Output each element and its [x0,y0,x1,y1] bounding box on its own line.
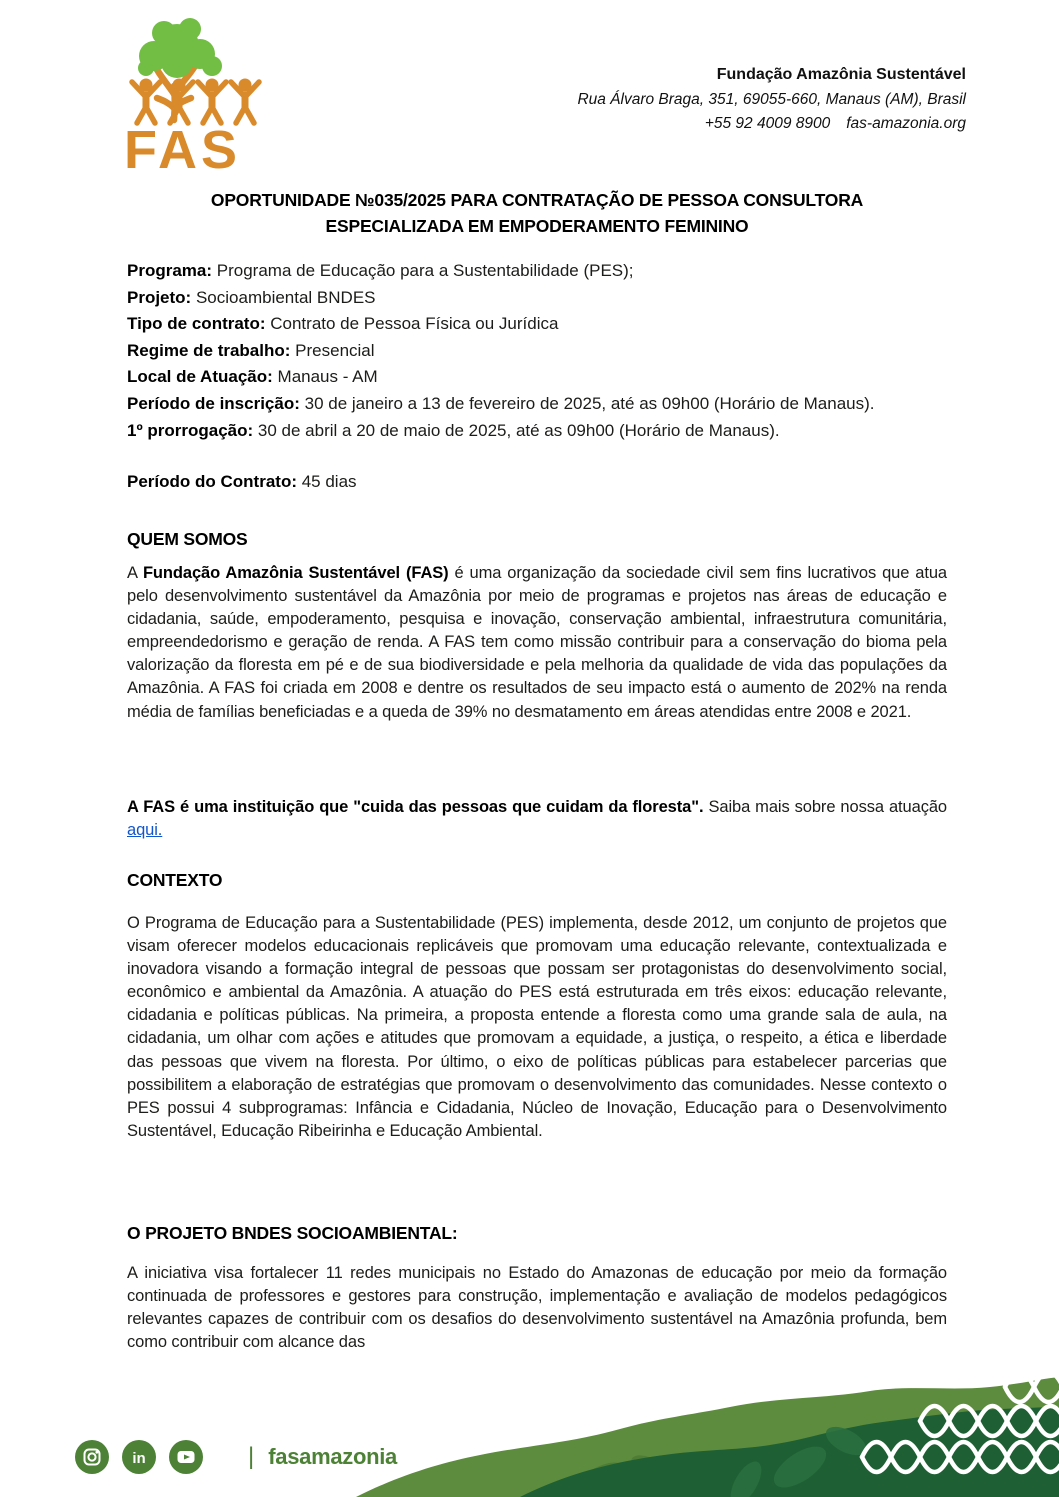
org-website: fas-amazonia.org [846,115,966,132]
youtube-icon[interactable] [169,1440,203,1474]
section-heading-contexto: CONTEXTO [127,870,223,890]
quem-somos-org-bold: Fundação Amazônia Sustentável (FAS) [142,564,449,582]
detail-value: Socioambiental BNDES [195,287,376,307]
detail-row-projeto [127,285,947,312]
paragraph-contexto: O Programa de Educação para a Sustentabilidade (PES) implementa, desde 2012, um conjunto de projetos que visam oferecer modelos educacionais replicáveis que promovam uma educação relevante, contextualizada e inovadora visando a formação integral de pessoas que possam ser protagonistas do desenvolvimento social, econômico e ambiental da Amazônia. A atuação do PES está estruturada em três eixos: educação relevante, cidadania e políticas públicas. Na primeira, a proposta entende a floresta como uma grande sala de aula, na cidadania, um olhar com ações e atitudes que promovam a equidade, a justiça, o respeito, a ética e liberdade das pessoas que vivem na floresta. Por último, o eixo de políticas públicas para estabelecer parcerias que possibilitem a elaboração de estratégias que promovam o desenvolvimento das comunidades. Nesse contexto o PES possui 4 subprogramas: Infância e Cidadania, Núcleo de Inovação, Educação para o Desenvolvimento Sustentável, Educação Ribeirinha e Educação Ambiental. [127,914,947,1140]
detail-row-regime [127,338,947,365]
detail-label: Projeto: [127,287,192,307]
contract-period-label: Período do Contrato: [127,472,297,491]
title-line-1: OPORTUNIDADE №035/2025 PARA CONTRATAÇÃO DE PESSOA CONSULTORA [210,190,864,210]
org-address: Rua Álvaro Braga, 351, 69055-660, Manaus (AM), Brasil [577,90,966,108]
detail-label: Regime de trabalho: [127,340,291,360]
footer-social-bar [75,1440,397,1474]
paragraph-quem-somos [127,562,947,724]
people-icon [132,79,259,124]
opportunity-details-list [127,258,947,444]
org-name: Fundação Amazônia Sustentável [716,66,966,83]
fas-logo [112,16,272,172]
footer-wave-art [0,1365,1059,1497]
detail-value: Programa de Educação para a Sustentabilidade (PES); [216,261,634,280]
detail-row-local [127,364,947,391]
detail-value: Presencial [295,340,375,360]
detail-value: Manaus - AM [277,367,378,387]
detail-row-programa [127,258,947,285]
svg-text:in: in [132,1450,146,1467]
detail-label: Local de Atuação: [127,367,273,387]
paragraph-projeto-bndes: A iniciativa visa fortalecer 11 redes municipais no Estado do Amazonas de educação por meio da formação continuada de professores e gestores para construção, implementação e avaliação de modelos pedagógicos relevantes capazes de contribuir com os desafios do desenvolvimento sustentável na Amazônia profunda, bem como contribuir com alcance das [127,1264,947,1352]
footer-separator: | [248,1443,255,1470]
section-heading-projeto-bndes: O PROJETO BNDES SOCIOAMBIENTAL: [127,1223,458,1243]
detail-value: 30 de janeiro a 13 de fevereiro de 2025, até as 09h00 (Horário de Manaus). [304,393,875,413]
detail-label: 1º prorrogação: [127,420,254,440]
linkedin-icon[interactable] [122,1440,156,1474]
paragraph-callout [127,796,947,842]
detail-row-inscricao [127,391,947,418]
document-title [127,187,947,239]
detail-value: 30 de abril a 20 de maio de 2025, até as 09h00 (Horário de Manaus). [257,420,780,440]
detail-label: Período de inscrição: [127,393,300,413]
instagram-icon[interactable] [75,1440,109,1474]
title-line-2: ESPECIALIZADA EM EMPODERAMENTO FEMININO [325,216,749,236]
org-contact-line [577,112,966,137]
contract-period-value: 45 dias [301,472,357,491]
detail-label: Tipo de contrato: [127,314,266,334]
header-contact-block [577,63,966,137]
tree-canopy-icon [138,18,222,78]
section-heading-quem-somos: QUEM SOMOS [127,529,248,549]
callout-bold-text: A FAS é uma instituição que "cuida das pessoas que cuidam da floresta". [127,798,704,816]
detail-value: Contrato de Pessoa Física ou Jurídica [270,314,559,334]
contract-period-row [127,472,947,492]
callout-rest-text: Saiba mais sobre nossa atuação [703,798,947,816]
quem-somos-prefix: A [127,564,143,582]
footer-handle: fasamazonia [268,1444,397,1469]
org-phone: +55 92 4009 8900 [704,115,831,132]
detail-row-tipo-contrato [127,311,947,338]
logo-wordmark: FAS [124,120,242,172]
quem-somos-body: é uma organização da sociedade civil sem fins lucrativos que atua pelo desenvolvimento sustentável da Amazônia por meio de programas e projetos nas áreas de educação e cidadania, saúde, empoderamento, pesquisa e inovação, conservação ambiental, infraestrutura comunitária, empreendedorismo e geração de renda. A FAS tem como missão contribuir para a conservação do bioma pela valorização da floresta em pé e de sua biodiversidade e pela melhoria da qualidade de vida das populações da Amazônia. A FAS foi criada em 2008 e dentre os resultados de seu impacto está o aumento de 202% na renda média de famílias beneficiadas e a queda de 39% no desmatamento em áreas atendidas entre 2008 e 2021. [127,564,947,721]
detail-label: Programa: [127,261,213,280]
aqui-link[interactable]: aqui. [127,821,163,840]
detail-row-prorrogacao [127,418,947,445]
